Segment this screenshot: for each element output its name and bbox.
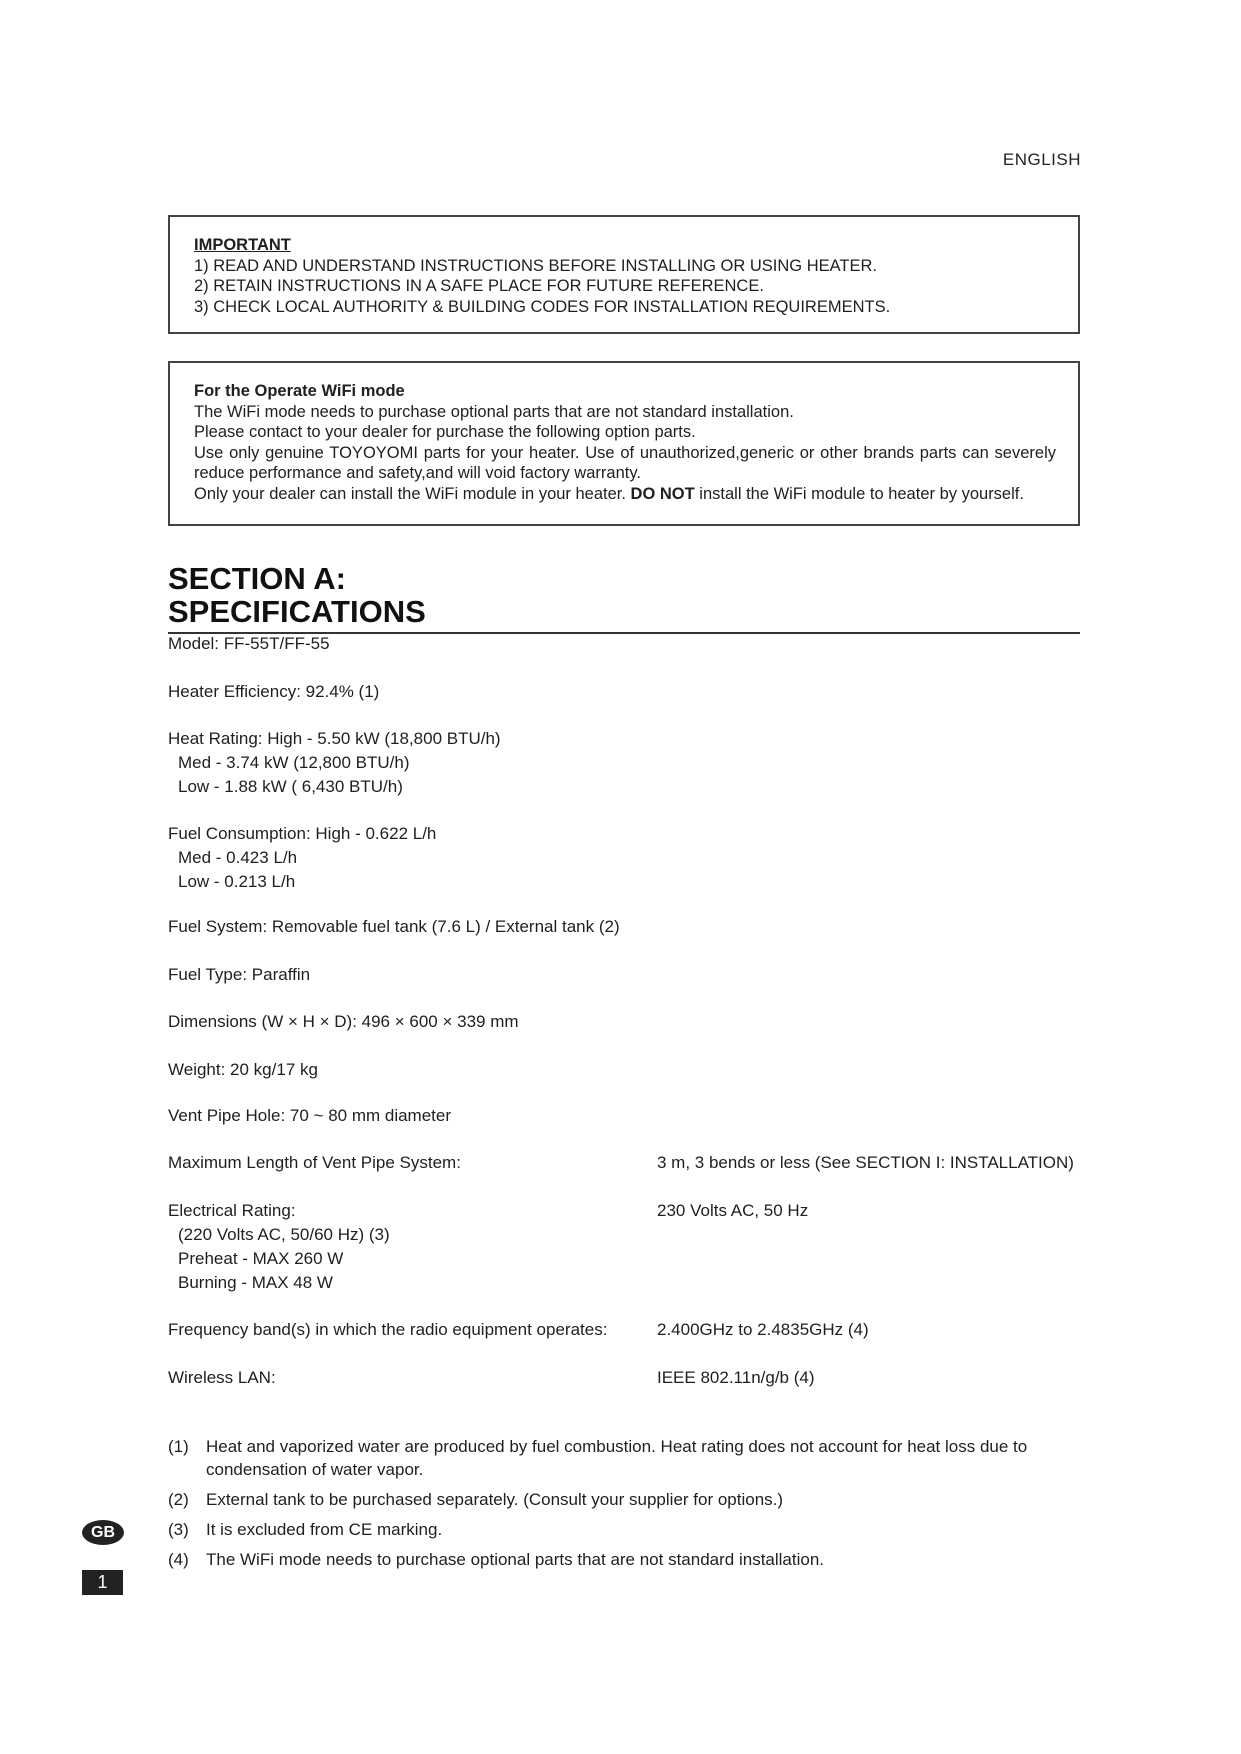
spec-fuel-system: Fuel System: Removable fuel tank (7.6 L) / External tank (2) [168, 917, 620, 936]
spec-fuel-type: Fuel Type: Paraffin [168, 965, 311, 984]
spec-wlan-label: Wireless LAN: [168, 1368, 276, 1387]
do-not-emphasis: DO NOT [630, 484, 695, 503]
spec-frequency-label: Frequency band(s) in which the radio equipment operates: [168, 1320, 608, 1339]
wifi-title: For the Operate WiFi mode [194, 382, 405, 400]
section-heading-line2: SPECIFICATIONS [168, 594, 426, 629]
important-title: IMPORTANT [194, 236, 291, 254]
footnote [168, 1518, 1080, 1541]
wifi-line: Please contact to your dealer for purchase the following option parts. [194, 423, 696, 441]
country-badge: GB [82, 1520, 124, 1545]
section-heading-line1: SECTION A: [168, 561, 346, 596]
spec-frequency-value: 2.400GHz to 2.4835GHz (4) [657, 1320, 869, 1339]
wifi-dealer-text: Only your dealer can install the WiFi module in your heater. [194, 484, 631, 503]
spec-fuel-consumption [168, 822, 436, 894]
spec-max-length-value: 3 m, 3 bends or less (See SECTION I: INSTALLATION) [657, 1153, 1074, 1172]
wifi-line: Use only genuine TOYOYOMI parts for your heater. Use of unauthorized,generic or other brands parts can severely reduce performance and safety,and will void factory warranty. [194, 443, 1056, 482]
footnotes [168, 1435, 1080, 1578]
wifi-line-dealer [194, 484, 1056, 505]
section-heading [168, 562, 1080, 634]
spec-max-length-label: Maximum Length of Vent Pipe System: [168, 1153, 461, 1172]
important-line: 2) RETAIN INSTRUCTIONS IN A SAFE PLACE FOR FUTURE REFERENCE. [194, 277, 764, 295]
spec-wlan-value: IEEE 802.11n/g/b (4) [657, 1368, 815, 1387]
spec-heat-rating-low: Low - 1.88 kW ( 6,430 BTU/h) [178, 777, 403, 796]
spec-electrical-preheat: Preheat - MAX 260 W [178, 1249, 344, 1268]
spec-electrical-label: Electrical Rating: [168, 1201, 296, 1220]
spec-heat-rating-med: Med - 3.74 kW (12,800 BTU/h) [178, 753, 410, 772]
footnote-text: It is excluded from CE marking. [206, 1520, 443, 1539]
wifi-dealer-text-end: install the WiFi module to heater by yourself. [694, 484, 1024, 503]
spec-model: Model: FF-55T/FF-55 [168, 634, 330, 653]
footnote-text: External tank to be purchased separately. (Consult your supplier for options.) [206, 1490, 784, 1509]
important-line: 1) READ AND UNDERSTAND INSTRUCTIONS BEFORE INSTALLING OR USING HEATER. [194, 256, 878, 275]
footnote-number: (3) [168, 1520, 189, 1539]
spec-efficiency: Heater Efficiency: 92.4% (1) [168, 682, 380, 701]
footnote [168, 1548, 1080, 1571]
footnote-number: (2) [168, 1490, 189, 1509]
page-number: 1 [82, 1570, 123, 1595]
spec-electrical-burning: Burning - MAX 48 W [178, 1273, 333, 1292]
important-line: 3) CHECK LOCAL AUTHORITY & BUILDING CODES FOR INSTALLATION REQUIREMENTS. [194, 297, 891, 316]
footnote-text: The WiFi mode needs to purchase optional parts that are not standard installation. [206, 1550, 825, 1569]
spec-dimensions: Dimensions (W × H × D): 496 × 600 × 339 mm [168, 1012, 519, 1031]
spec-heat-rating [168, 727, 501, 799]
spec-fuel-consumption-low: Low - 0.213 L/h [178, 872, 296, 891]
spec-fuel-consumption-med: Med - 0.423 L/h [178, 848, 298, 867]
spec-electrical-value: 230 Volts AC, 50 Hz [657, 1201, 809, 1220]
spec-fuel-consumption-high: Fuel Consumption: High - 0.622 L/h [168, 824, 437, 843]
footnote [168, 1435, 1080, 1481]
footnote [168, 1488, 1080, 1511]
language-label: ENGLISH [1002, 150, 1081, 169]
spec-heat-rating-high: Heat Rating: High - 5.50 kW (18,800 BTU/h) [168, 729, 501, 748]
footnote-number: (4) [168, 1550, 189, 1569]
important-notice-box [168, 215, 1080, 334]
footnote-text: Heat and vaporized water are produced by fuel combustion. Heat rating does not account for heat loss due to condensation of water vapor. [206, 1437, 1028, 1479]
wifi-notice-box [168, 361, 1080, 526]
spec-vent-hole: Vent Pipe Hole: 70 ~ 80 mm diameter [168, 1106, 452, 1125]
spec-electrical-sub: (220 Volts AC, 50/60 Hz) (3) [178, 1225, 390, 1244]
footnote-number: (1) [168, 1437, 189, 1456]
spec-weight: Weight: 20 kg/17 kg [168, 1060, 318, 1079]
wifi-line: The WiFi mode needs to purchase optional parts that are not standard installation. [194, 402, 794, 421]
spec-electrical [168, 1199, 390, 1295]
